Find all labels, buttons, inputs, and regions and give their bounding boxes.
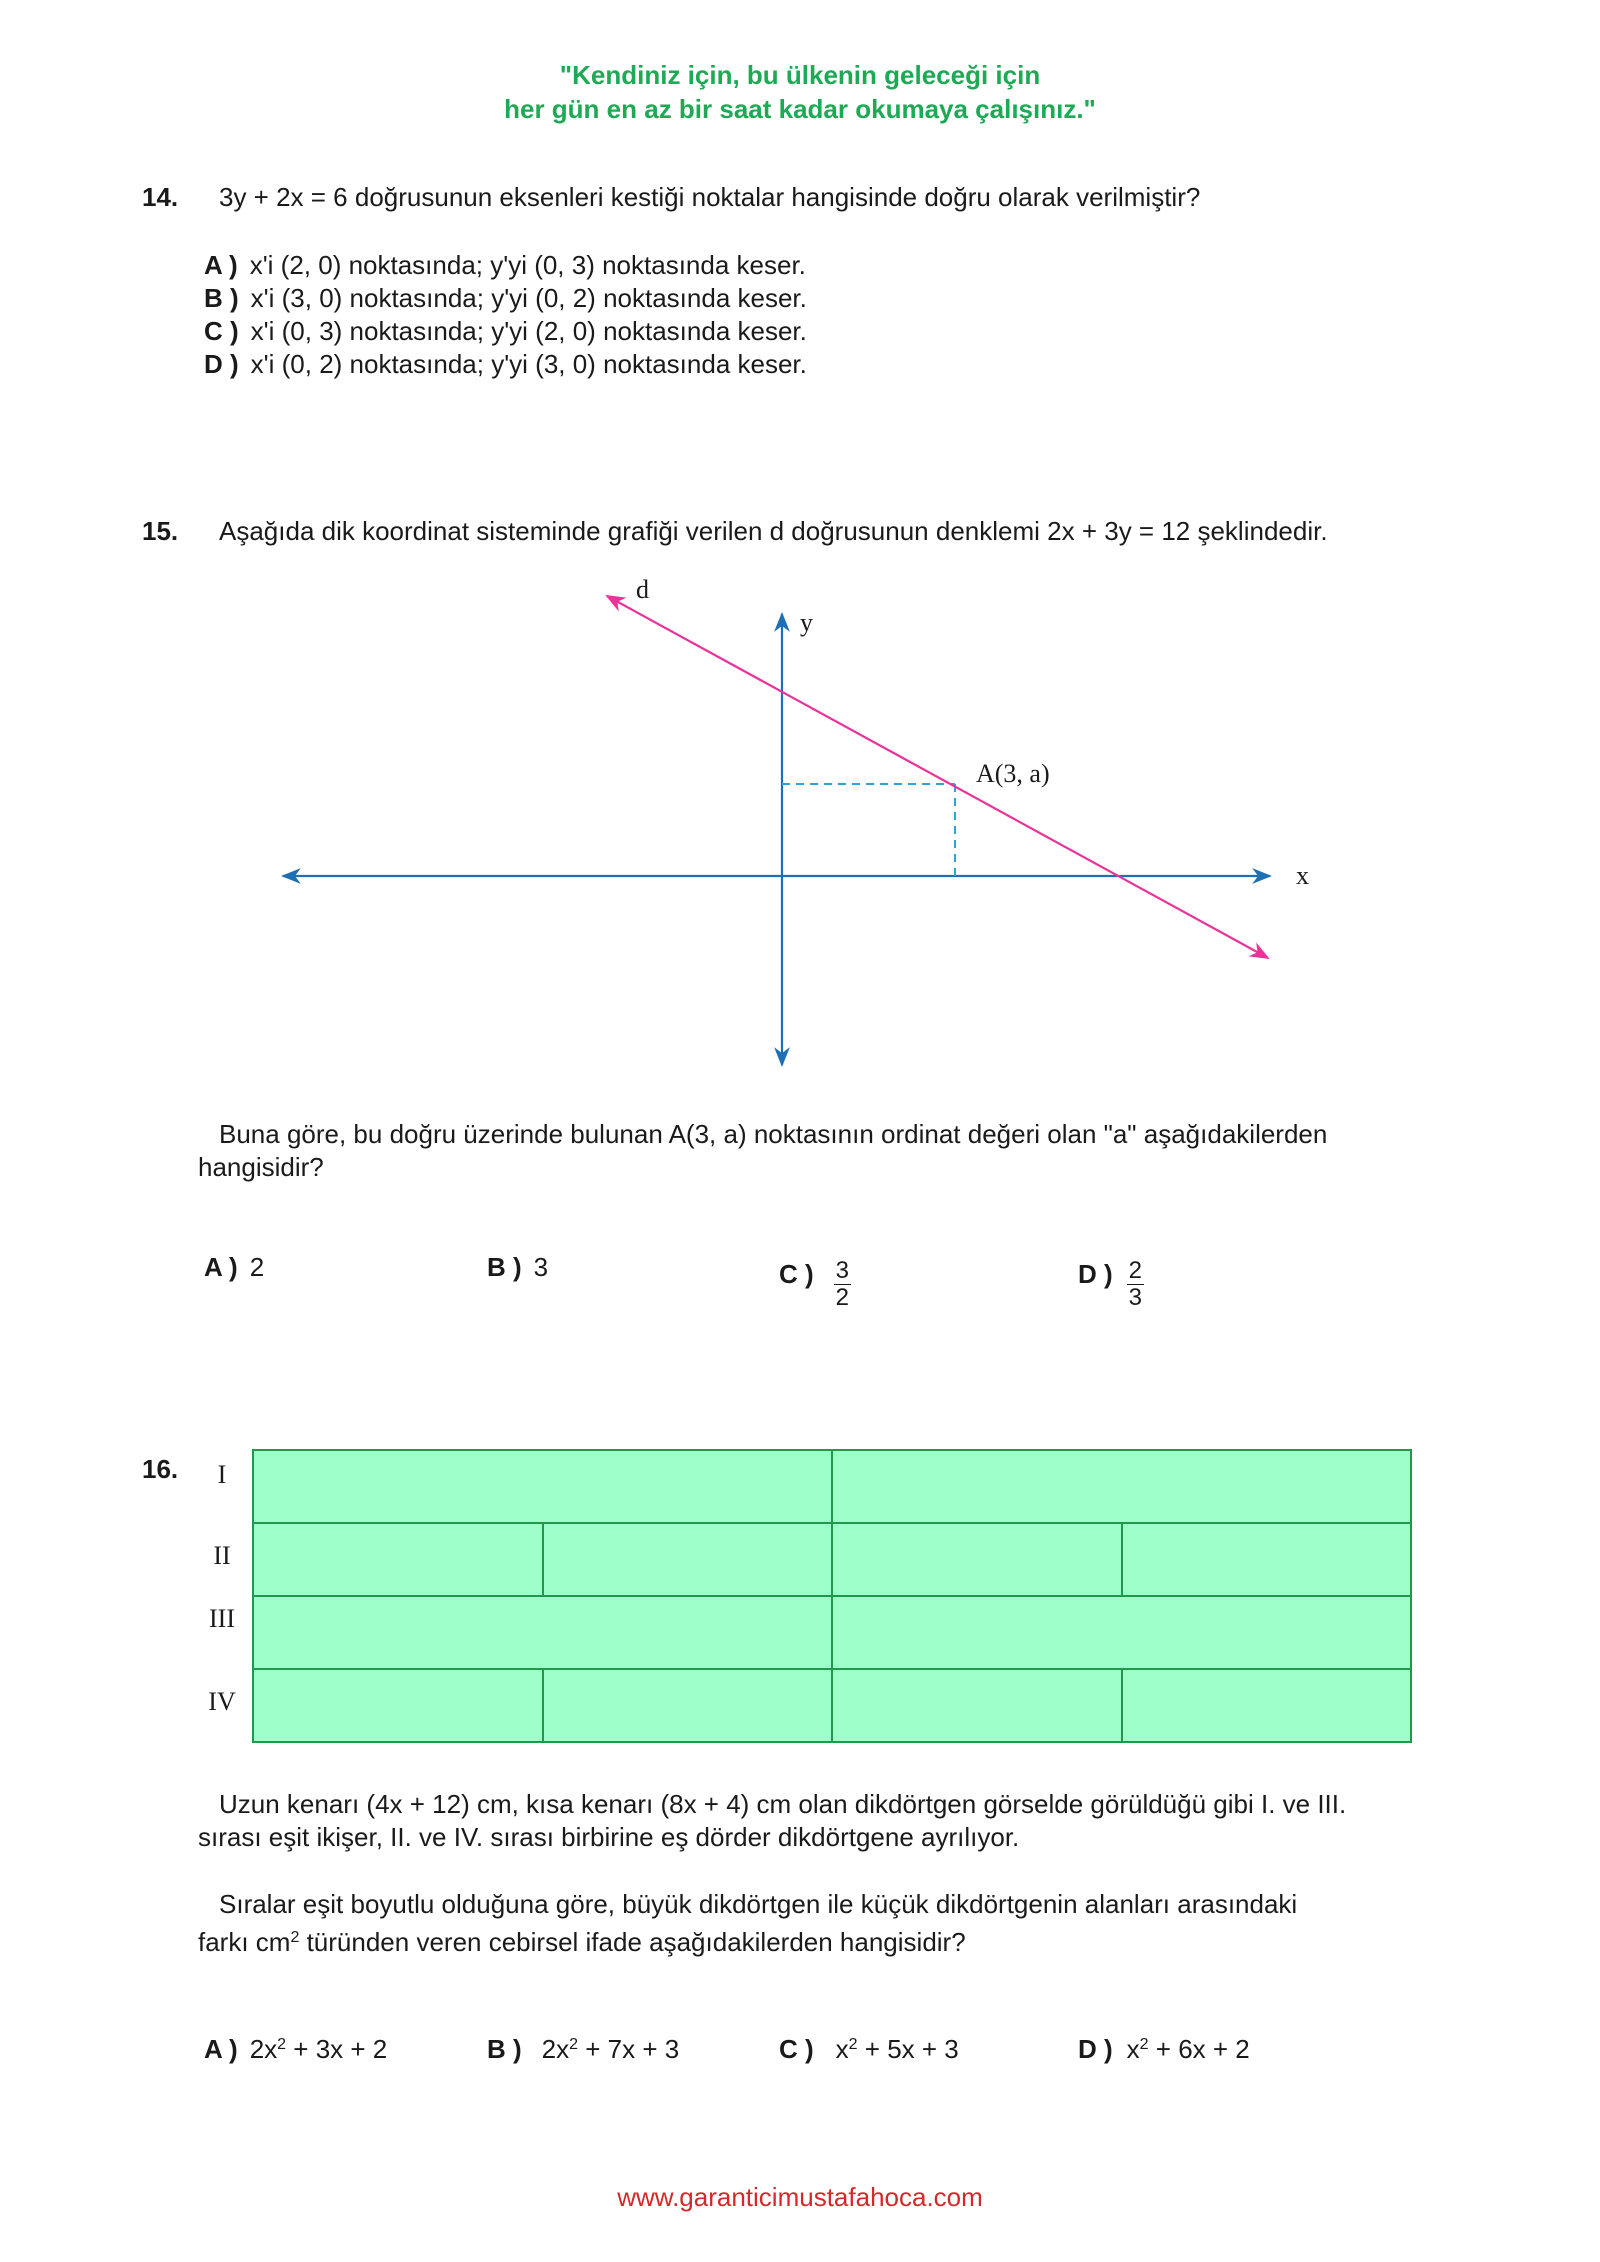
q16-option-b-letter: B ) [487,2034,522,2064]
q15-option-a-value: 2 [249,1252,265,1282]
q16-paragraph-1-line-2: sırası eşit ikişer, II. ve IV. sırası birbirine eş dörder dikdörtgene ayrılıyor. [198,1822,1020,1852]
q16-option-c-letter: C ) [779,2034,814,2064]
q15-option-b[interactable] [487,1250,548,1284]
q14-question-text: 3y + 2x = 6 doğrusunun eksenleri kestiği noktalar hangisinde doğru olarak verilmiştir? [219,182,1201,212]
q15-option-c-fraction [834,1258,851,1311]
row-3-part-1 [253,1596,832,1669]
row-4-part-2 [543,1669,832,1742]
motto-line-1: "Kendiniz için, bu ülkenin geleceği için [559,60,1041,90]
row-2-part-1 [253,1523,543,1596]
q15-option-d[interactable] [1078,1250,1144,1311]
q14-option-a-letter: A ) [204,250,238,280]
q14-option-c-letter: C ) [204,316,239,346]
q16-option-b[interactable] [487,2032,679,2066]
q16-paragraph-2-line-1: Sıralar eşit boyutlu olduğuna göre, büyük dikdörtgen ile küçük dikdörtgenin alanları arasındaki [219,1889,1298,1919]
q15-option-d-denominator: 3 [1128,1284,1143,1311]
row-label-4: IV [208,1687,236,1716]
q15-followup-line-1: Buna göre, bu doğru üzerinde bulunan A(3, a) noktasının ordinat değeri olan "a" aşağıdakilerden [219,1119,1328,1149]
q16-option-d-sup: 2 [1139,2036,1149,2053]
q15-option-d-letter: D ) [1078,1259,1113,1290]
q16-option-d[interactable] [1078,2032,1250,2066]
q15-option-a-letter: A ) [204,1252,238,1282]
q16-option-a-pre: 2x [249,2034,278,2064]
row-4-part-1 [253,1669,543,1742]
q14-option-a-text: x'i (2, 0) noktasında; y'yi (0, 3) noktasında keser. [249,250,806,280]
q15-option-c[interactable] [779,1250,851,1311]
motto-line-2: her gün en az bir saat kadar okumaya çalışınız." [504,94,1096,124]
q15-option-b-value: 3 [533,1252,549,1282]
q15-coordinate-graph [0,0,1600,1100]
q14-number: 14. [142,182,179,212]
q16-rectangle-diagram [0,1420,1600,1760]
q15-option-c-denominator: 2 [835,1284,850,1311]
q16-option-a[interactable] [204,2032,387,2066]
line-d-label: d [636,575,649,604]
row-label-2: II [213,1541,231,1570]
q16-option-a-sup: 2 [277,2036,287,2053]
q14-option-d-text: x'i (0, 2) noktasında; y'yi (3, 0) noktasında keser. [250,349,807,379]
q14-option-c-text: x'i (0, 3) noktasında; y'yi (2, 0) noktasında keser. [250,316,807,346]
q15-option-d-numerator: 2 [1128,1257,1143,1284]
q16-paragraph-1-line-1: Uzun kenarı (4x + 12) cm, kısa kenarı (8x + 4) cm olan dikdörtgen görselde görüldüğü gibi I. ve III. [219,1789,1347,1819]
q16-paragraph-2-sup: 2 [290,1929,300,1946]
row-2-part-3 [832,1523,1122,1596]
q15-option-d-fraction [1127,1258,1144,1311]
y-axis-label: y [800,608,813,637]
point-a-label: A(3, a) [976,759,1050,788]
q15-question-text: Aşağıda dik koordinat sisteminde grafiği verilen d doğrusunun denklemi 2x + 3y = 12 şeklindedir. [219,516,1328,546]
q15-option-a[interactable] [204,1250,264,1284]
row-1-part-1 [253,1450,832,1523]
q15-option-c-numerator: 3 [835,1257,850,1284]
q15-number: 15. [142,516,179,546]
row-label-3: III [209,1604,235,1633]
x-axis-label: x [1296,861,1309,890]
row-2-part-2 [543,1523,832,1596]
row-3-part-2 [832,1596,1411,1669]
footer-website-link[interactable]: www.garanticimustafahoca.com [617,2182,983,2212]
q15-followup-line-2: hangisidir? [198,1152,324,1182]
q16-paragraph-2-line-2 [198,1925,966,1959]
row-4-part-4 [1122,1669,1411,1742]
q16-option-b-pre: 2x [541,2034,570,2064]
q16-paragraph-2-pre: farkı cm [198,1927,291,1957]
row-4-part-3 [832,1669,1122,1742]
line-d [607,596,1268,958]
row-2-part-4 [1122,1523,1411,1596]
row-1-part-2 [832,1450,1411,1523]
q16-option-d-pre: x [1126,2034,1140,2064]
row-label-1: I [217,1460,227,1489]
q14-option-b-text: x'i (3, 0) noktasında; y'yi (0, 2) noktasında keser. [250,283,807,313]
q16-option-d-letter: D ) [1078,2034,1113,2064]
q16-option-b-sup: 2 [569,2036,579,2053]
q14-option-d-letter: D ) [204,349,239,379]
q16-option-c[interactable] [779,2032,959,2066]
q16-option-c-pre: x [835,2034,849,2064]
q16-option-a-letter: A ) [204,2034,238,2064]
q16-paragraph-2-post: türünden veren cebirsel ifade aşağıdakilerden hangisidir? [299,1927,966,1957]
q16-option-c-sup: 2 [848,2036,858,2053]
q14-option-b-letter: B ) [204,283,239,313]
q16-number: 16. [142,1454,179,1484]
q15-option-b-letter: B ) [487,1252,522,1282]
q16-option-b-post: + 7x + 3 [578,2034,680,2064]
q15-option-c-letter: C ) [779,1259,814,1290]
q16-option-c-post: + 5x + 3 [857,2034,959,2064]
q16-option-a-post: + 3x + 2 [286,2034,388,2064]
q16-option-d-post: + 6x + 2 [1148,2034,1250,2064]
